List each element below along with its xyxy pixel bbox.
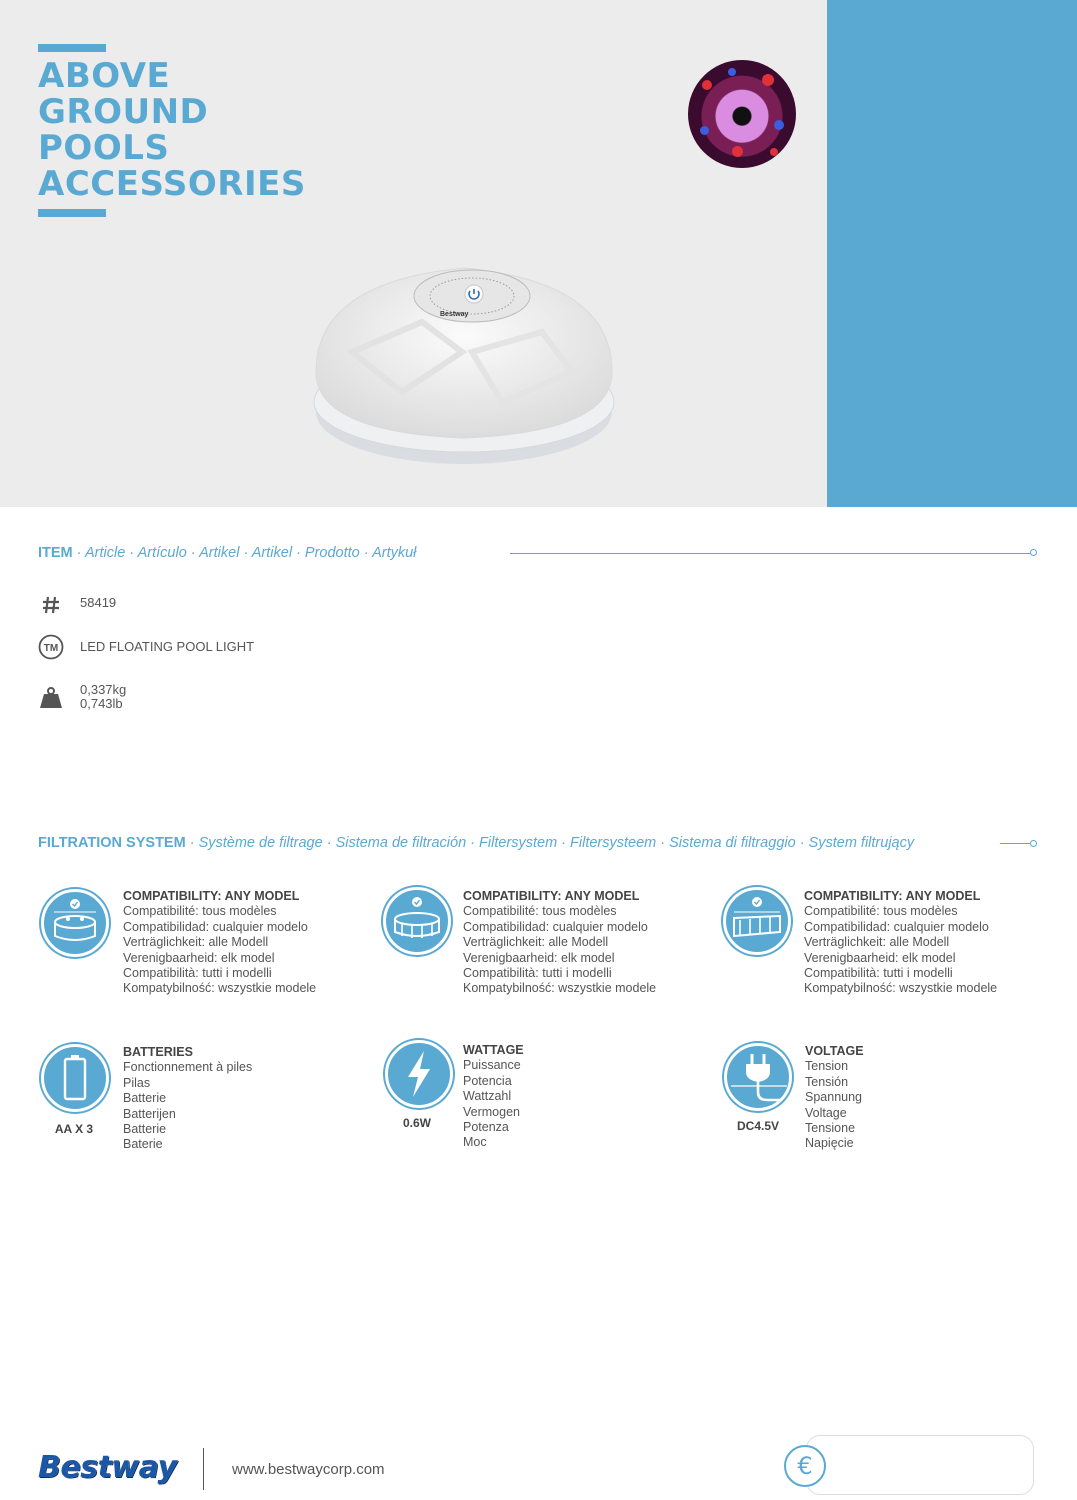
- voltage-line: Voltage: [805, 1105, 847, 1120]
- item-section-heading: [38, 545, 416, 561]
- compat-line: Verenigbaarheid: elk model: [463, 950, 615, 965]
- title-bar-top: [38, 44, 106, 52]
- filtration-section-heading: [38, 835, 914, 851]
- page-title: [38, 58, 306, 202]
- steel-frame-pool-icon: [723, 887, 791, 955]
- weight-kg: 0,337kg: [80, 682, 127, 697]
- filtration-rule: [1000, 843, 1034, 844]
- compat-line: Kompatybilność: wszystkie modele: [463, 981, 657, 996]
- product-weight: [80, 683, 126, 711]
- item-label: ITEM: [38, 545, 73, 561]
- compat-line: Verträglichkeit: alle Modell: [123, 935, 269, 950]
- compat-line: Compatibilité: tous modèles: [463, 904, 617, 919]
- svg-text:TM: TM: [43, 643, 59, 654]
- plug-icon: [724, 1043, 792, 1111]
- compat-line: Verenigbaarheid: elk model: [804, 950, 956, 965]
- batteries-line: Batterie: [123, 1091, 167, 1106]
- compat-line: Compatibilidad: cualquier modelo: [804, 919, 989, 934]
- batteries-line: Pilas: [123, 1075, 151, 1090]
- item-rule-end: [1030, 549, 1037, 556]
- product-code: 58419: [80, 595, 117, 610]
- compat-line: Compatibilidad: cualquier modelo: [123, 919, 308, 934]
- compat-line: Kompatybilność: wszystkie modele: [123, 981, 317, 996]
- title-line: ABOVE: [38, 56, 171, 96]
- euro-icon: €: [784, 1445, 826, 1487]
- footer-divider: [203, 1448, 204, 1490]
- compat-line: Compatibilità: tutti i modelli: [463, 966, 612, 981]
- batteries-line: Batterijen: [123, 1106, 176, 1121]
- voltage-line: Napięcie: [805, 1136, 854, 1151]
- batteries-text: [123, 1045, 252, 1153]
- battery-icon: [41, 1044, 109, 1112]
- frame-pool-icon: [383, 887, 451, 955]
- accent-panel: [827, 0, 1077, 507]
- compat-line: Kompatybilność: wszystkie modele: [804, 981, 998, 996]
- voltage-line: Tensione: [805, 1121, 856, 1136]
- voltage-line: Tensión: [805, 1074, 849, 1089]
- title-line: GROUND: [38, 92, 209, 132]
- batteries-line: Baterie: [123, 1137, 163, 1152]
- compat-line: Compatibilité: tous modèles: [804, 904, 958, 919]
- weight-icon: [38, 683, 64, 709]
- voltage-text: [805, 1044, 864, 1152]
- wattage-line: Wattzahl: [463, 1089, 512, 1104]
- spec-code-row: [38, 592, 116, 618]
- brand-logo[interactable]: Bestway: [38, 1450, 177, 1485]
- wattage-line: Potencia: [463, 1073, 512, 1088]
- wattage-line: Puissance: [463, 1058, 521, 1073]
- website-link[interactable]: www.bestwaycorp.com: [232, 1461, 385, 1478]
- trademark-icon: [38, 634, 64, 660]
- compat-heading: COMPATIBILITY: ANY MODEL: [804, 889, 981, 903]
- compat-heading: COMPATIBILITY: ANY MODEL: [463, 889, 640, 903]
- hash-icon: [38, 592, 64, 618]
- wattage-line: Vermogen: [463, 1104, 520, 1119]
- compat-line: Verenigbaarheid: elk model: [123, 950, 275, 965]
- voltage-line: Spannung: [805, 1090, 863, 1105]
- voltage-heading: VOLTAGE: [805, 1044, 864, 1058]
- product-logo-text: Bestway: [440, 311, 469, 318]
- spec-weight-row: [38, 683, 126, 711]
- compat-line: Compatibilità: tutti i modelli: [123, 966, 272, 981]
- filtration-label: FILTRATION SYSTEM: [38, 835, 186, 851]
- compat-heading: COMPATIBILITY: ANY MODEL: [123, 889, 300, 903]
- wattage-line: Moc: [463, 1135, 487, 1150]
- product-image: [312, 262, 615, 467]
- lightning-icon: [385, 1040, 453, 1108]
- wattage-caption: 0.6W: [402, 1116, 431, 1130]
- title-line: ACCESSORIES: [38, 164, 306, 204]
- spec-name-row: [38, 634, 254, 660]
- compat-text-2: [463, 889, 656, 997]
- compat-line: Compatibilidad: cualquier modelo: [463, 919, 648, 934]
- compat-line: Verträglichkeit: alle Modell: [804, 935, 950, 950]
- batteries-caption: AA X 3: [54, 1122, 94, 1136]
- voltage-caption: DC4.5V: [736, 1119, 780, 1133]
- light-effect-badge: [688, 60, 796, 168]
- price-box: [806, 1435, 1034, 1495]
- batteries-line: Fonctionnement à piles: [123, 1060, 253, 1075]
- title-bar-bottom: [38, 209, 106, 217]
- wattage-heading: WATTAGE: [463, 1043, 524, 1057]
- filtration-translations: · Système de filtrage · Sistema de filtración · Filtersystem · Filtersysteem · Sistema di filtraggio · System filtrujący: [185, 835, 915, 851]
- compat-line: Verträglichkeit: alle Modell: [463, 935, 609, 950]
- filtration-rule-end: [1030, 840, 1037, 847]
- product-name: LED FLOATING POOL LIGHT: [80, 639, 255, 654]
- wattage-line: Potenza: [463, 1120, 509, 1135]
- weight-lb: 0,743lb: [80, 696, 123, 711]
- item-rule: [510, 553, 1034, 554]
- spa-pool-icon: [41, 889, 109, 957]
- item-translations: · Article · Artículo · Artikel · Artikel · Prodotto · Artykuł: [72, 545, 417, 561]
- compat-text-3: [804, 889, 997, 997]
- wattage-text: [463, 1043, 524, 1151]
- voltage-line: Tension: [805, 1059, 849, 1074]
- compat-line: Compatibilità: tutti i modelli: [804, 966, 953, 981]
- compat-line: Compatibilité: tous modèles: [123, 904, 277, 919]
- batteries-heading: BATTERIES: [123, 1045, 193, 1059]
- compat-text-1: [123, 889, 316, 997]
- title-line: POOLS: [38, 128, 170, 168]
- batteries-line: Batterie: [123, 1122, 167, 1137]
